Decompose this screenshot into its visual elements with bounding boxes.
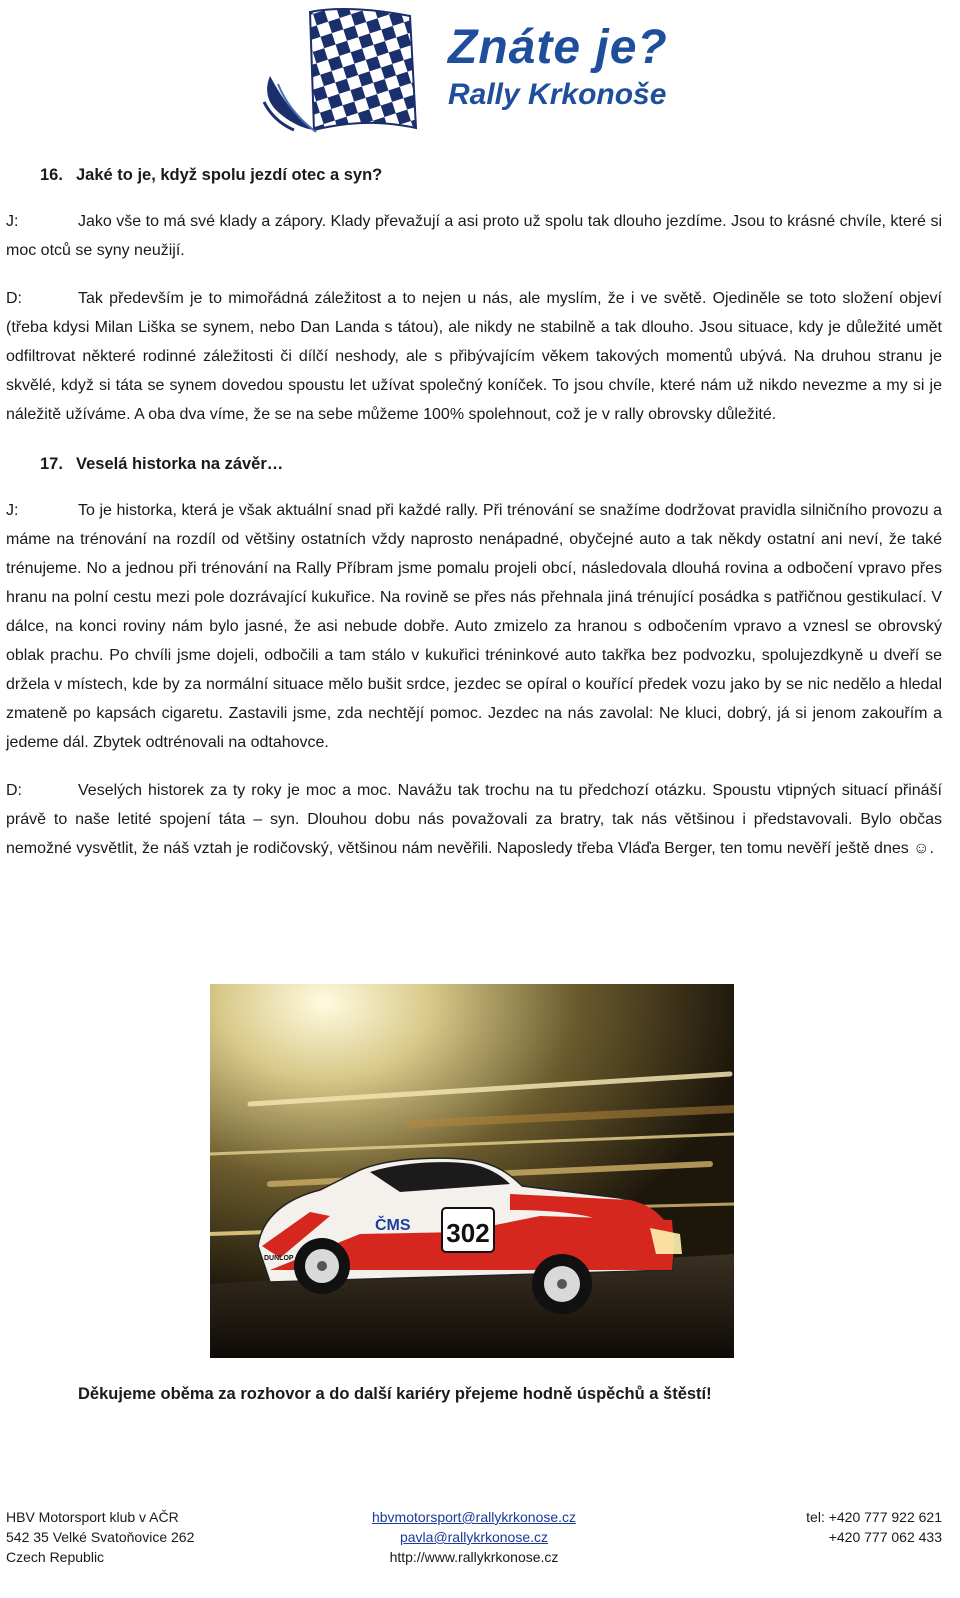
club-name: HBV Motorsport klub v AČR xyxy=(6,1509,179,1525)
club-street: 542 35 Velké Svatoňovice 262 xyxy=(6,1529,195,1545)
answer-paragraph xyxy=(6,776,942,863)
club-country: Czech Republic xyxy=(6,1549,105,1565)
question-number: 17. xyxy=(40,455,63,473)
rally-car-illustration xyxy=(210,984,734,1358)
speaker-label: D: xyxy=(6,782,22,799)
question-17 xyxy=(40,455,942,474)
website-link[interactable]: http://www.rallykrkonose.cz xyxy=(389,1549,559,1565)
question-text: Jaké to je, když spolu jezdí otec a syn? xyxy=(76,166,383,184)
footer-address xyxy=(6,1507,194,1567)
answer-text: To je historka, která je však aktuální snad při každé rally. Při trénování se snažíme dodržovat pravidla silničního provozu a máme na trénování na rozdíl od většiny ostatních vždy naprosto nenápadné, obyčejné auto a tak někdy ostatní ani neví, že také trénujeme. No a jednou při trénování na Rally Příbram jsme pomalu projeli obcí, následovala dlouhá rovina a odbočení vpravo přes hranu na polní cestu mezi pole dozrávající kukuřice. Na rovině se přes nás přehnala jiná trénující posádka s patřičnou gestikulací. V dálce, na konci roviny nám bylo jasné, že asi nebude dobře. Auto zmizelo za hranou s odbočením vpravo a vznesl se obrovský oblak prachu. Po chvíli jsme dojeli, odbočili a tam stálo v kukuřici tréninkové auto takřka bez podvozku, spolujezdkyně u dveří se držela v místech, kde by za normální situace mělo bušit srdce, jezdec se opíral o kouřící předek vozu jako by se nic nedělo a hledal zmateně po kapsách cigaretu. Zastavili jsme, zda nechtějí pomoc. Jezdec na nás zavolal: Ne kluci, dobrý, já si jenom zakouřím a jedeme dál. Zbytek odtrénovali na odtahovce. xyxy=(6,502,942,751)
answer-text: Tak především je to mimořádná záležitost a to nejen u nás, ale myslím, že i ve světě. Ojediněle se toto složení objeví (třeba kdysi Milan Liška se synem, nebo Dan Landa s tátou), ale nikdy ne stabilně a tak dlouho. Jsou situace, kdy je důležité umět odfiltrovat některé rodinné záležitosti či dílčí neshody, ale s přibývajícím věkem takových momentů ubývá. Na druhou stranu je skvělé, když si táta se synem dovedou spoustu let užívat společný koníček. To jsou chvíle, které nám už nikdo nevezme a my si je náležitě užíváme. A oba dva víme, že se na sebe můžeme 100% spolehnout, což je v rally obrovsky důležité. xyxy=(6,290,942,423)
logo-title: Znáte je? xyxy=(448,21,668,74)
footer-contacts xyxy=(362,1507,586,1567)
phone-secondary: +420 777 062 433 xyxy=(828,1529,942,1545)
car-number: 302 xyxy=(446,1218,490,1248)
answer-text: Jako vše to má své klady a zápory. Klady převažují a asi proto už spolu tak dlouho jezdíme. Jsou to krásné chvíle, které si moc otců se syny neužijí. xyxy=(6,213,942,259)
logo-subtitle: Rally Krkonoše xyxy=(448,78,667,111)
article-body xyxy=(6,166,942,882)
question-number: 16. xyxy=(40,166,63,184)
footer-phones xyxy=(806,1507,942,1547)
speaker-label: J: xyxy=(6,502,19,519)
tyre-brand-decal: DUNLOP xyxy=(264,1255,294,1262)
phone-primary: tel: +420 777 922 621 xyxy=(806,1509,942,1525)
answer-paragraph xyxy=(6,496,942,757)
question-16 xyxy=(40,166,942,185)
answer-text: Veselých historek za ty roky je moc a moc. Navážu tak trochu na tu předchozí otázku. Spoustu vtipných situací přináší právě to naše letité spojení táta – syn. Dlouhou dobu nás považovali za bratry, tak nás většinou i představovali. Bylo občas nemožné vysvětlit, že náš vztah je rodičovský, většinou nám nevěřili. Naposledy třeba Vláďa Berger, ten tomu nevěří ještě dnes ☺. xyxy=(6,782,942,857)
answer-paragraph xyxy=(6,284,942,429)
closing-thanks: Děkujeme oběma za rozhovor a do další kariéry přejeme hodně úspěchů a štěstí! xyxy=(78,1385,712,1403)
speaker-label: J: xyxy=(6,213,19,230)
answer-paragraph xyxy=(6,207,942,265)
email-link-pavla[interactable]: pavla@rallykrkonose.cz xyxy=(399,1529,549,1545)
rally-krkonose-logo xyxy=(260,6,700,136)
question-text: Veselá historka na závěr… xyxy=(76,455,284,473)
speaker-label: D: xyxy=(6,290,22,307)
rally-car-photo xyxy=(210,984,734,1358)
checkered-flag-logo-icon xyxy=(260,6,420,136)
sponsor-decal: ČMS xyxy=(375,1217,411,1234)
email-link-hbvmotorsport[interactable]: hbvmotorsport@rallykrkonose.cz xyxy=(371,1509,577,1525)
